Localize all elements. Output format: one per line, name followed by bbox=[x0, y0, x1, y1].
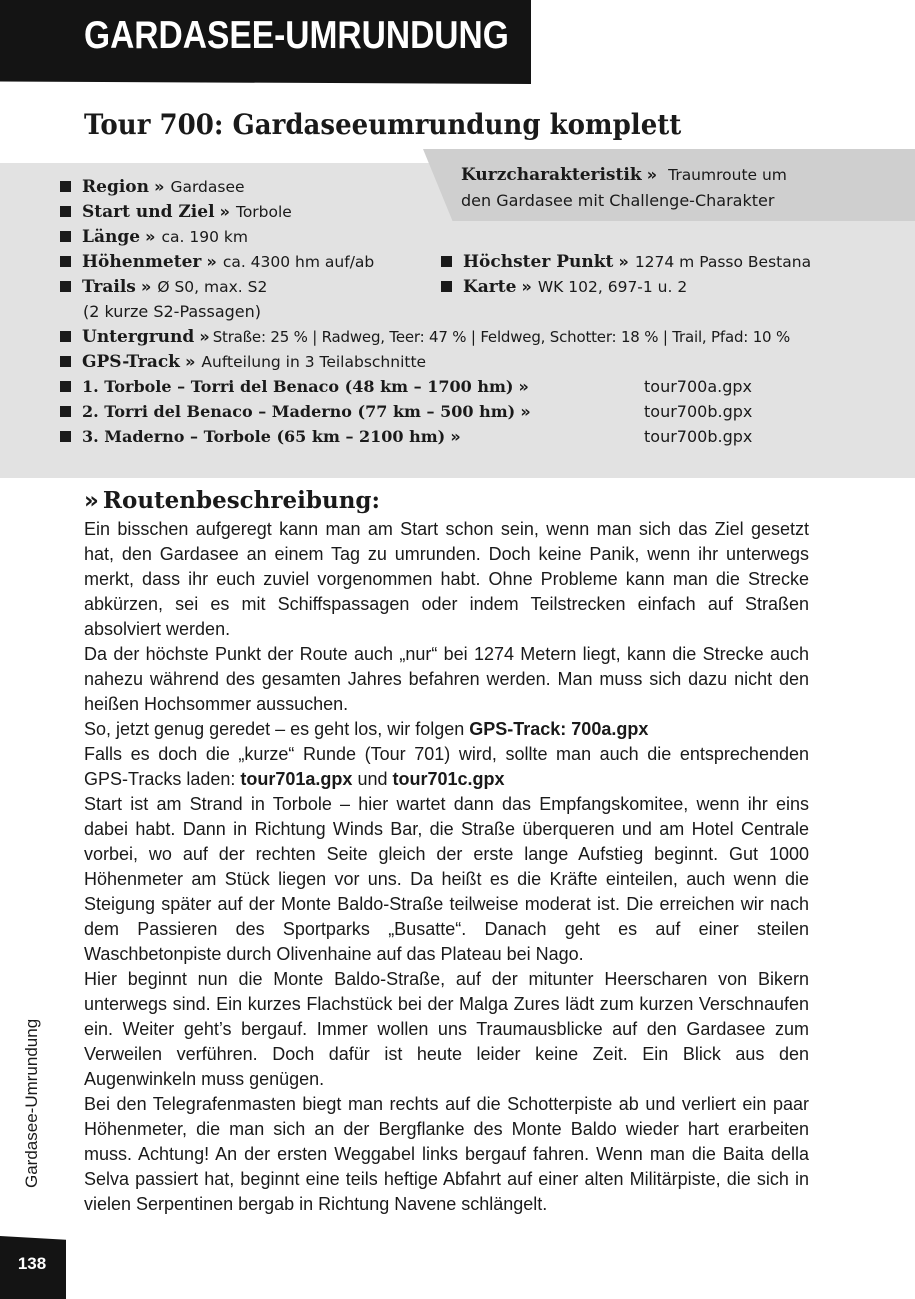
info-row-hoehenmeter bbox=[60, 249, 374, 274]
info-row-karte bbox=[441, 274, 687, 299]
info-value: Straße: 25 % | Radweg, Teer: 47 % | Feldweg, Schotter: 18 % | Trail, Pfad: 10 % bbox=[212, 328, 791, 346]
info-value: ca. 4300 hm auf/ab bbox=[222, 253, 375, 271]
raquo-icon: » bbox=[84, 488, 99, 514]
info-row-laenge bbox=[60, 224, 248, 249]
paragraph: Hier beginnt nun die Monte Baldo-Straße, auf der mitunter Heerscharen von Bikern unterwegs sind. Ein kurzes Flachstück bei der Malga Zures lädt zum kurzen Verschnaufen ein. Weiter geht’s bergauf. Immer wollen uns Traumausblicke auf den Gardasee zum Verweilen verführen. Doch dafür ist heute leider keine Zeit. Ein Blick aus den Augenwinkeln muss genügen. bbox=[84, 969, 809, 1089]
raquo-icon: » bbox=[206, 252, 217, 271]
stage-row bbox=[60, 424, 890, 449]
stage-label: 3. Maderno – Torbole (65 km – 2100 hm) bbox=[82, 427, 446, 446]
paragraph: Da der höchste Punkt der Route auch „nur“ bei 1274 Metern liegt, kann die Strecke auch nahezu während des gesamten Jahres befahren werden. Man muss sich dazu nicht den heißen Hochsommer aussuchen. bbox=[84, 644, 809, 714]
raquo-icon: » bbox=[646, 165, 658, 184]
stage-row bbox=[60, 399, 890, 424]
paragraph: Bei den Telegrafenmasten biegt man rechts auf die Schotterpiste ab und verliert ein paar Höhenmeter, die man sich an der Bergflanke des Monte Baldo wieder hart erarbeiten muss. Achtung! An der ersten Weggabel links bergauf fahren. Wenn man die Baita della Selva passiert hat, beginnt eine teils heftige Abfahrt auf einer alten Militärpiste, die sich in vielen Serpentinen bergab in Richtung Navene schlängelt. bbox=[84, 1094, 809, 1214]
raquo-icon: » bbox=[219, 202, 230, 221]
chapter-title: GARDASEE-UMRUNDUNG bbox=[84, 14, 509, 57]
info-value: Torbole bbox=[235, 203, 292, 221]
square-bullet-icon bbox=[60, 231, 71, 242]
info-row-start bbox=[60, 199, 292, 224]
stage-label: 1. Torbole – Torri del Benaco (48 km – 1700 hm) bbox=[82, 377, 514, 396]
info-value: Ø S0, max. S2 bbox=[157, 278, 268, 296]
raquo-icon: » bbox=[518, 377, 529, 396]
raquo-icon: » bbox=[145, 227, 156, 246]
square-bullet-icon bbox=[60, 331, 71, 342]
raquo-icon: » bbox=[450, 427, 461, 446]
info-value: 1274 m Passo Bestana bbox=[634, 253, 812, 271]
square-bullet-icon bbox=[441, 281, 452, 292]
square-bullet-icon bbox=[60, 281, 71, 292]
paragraph: Ein bisschen aufgeregt kann man am Start schon sein, wenn man sich das Ziel gesetzt hat, den Gardasee an einem Tag zu umrunden. Doch keine Panik, wenn ihr unterwegs merkt, dass ihr euch zuviel vorgenommen habt. Ohne Probleme kann man die Strecke abkürzen, sei es mit Schiffspassagen oder indem Teilstrecken einfach auf Straßen absolviert werden. bbox=[84, 519, 809, 639]
stage-file: tour700a.gpx bbox=[644, 377, 752, 396]
raquo-icon: » bbox=[185, 352, 196, 371]
route-description bbox=[84, 517, 809, 1217]
info-label: Region bbox=[82, 177, 149, 197]
kurz-label: Kurzcharakteristik bbox=[461, 165, 642, 185]
raquo-icon: » bbox=[140, 277, 152, 296]
info-label: GPS-Track bbox=[82, 352, 180, 372]
info-row-untergrund bbox=[60, 324, 790, 349]
raquo-icon: » bbox=[199, 327, 210, 346]
square-bullet-icon bbox=[60, 256, 71, 267]
raquo-icon: » bbox=[618, 252, 629, 271]
raquo-icon: » bbox=[521, 277, 532, 296]
gps-file-reference: tour701a.gpx bbox=[240, 769, 353, 789]
square-bullet-icon bbox=[60, 356, 71, 367]
info-value: Aufteilung in 3 Teilabschnitte bbox=[201, 353, 427, 371]
info-label: Höchster Punkt bbox=[463, 252, 614, 272]
kurz-value-1: Traumroute um bbox=[668, 166, 787, 184]
paragraph bbox=[84, 742, 809, 792]
raquo-icon: » bbox=[520, 402, 531, 421]
paragraph-text: und bbox=[352, 769, 393, 789]
paragraph-text: So, jetzt genug geredet – es geht los, wir folgen bbox=[84, 719, 470, 739]
kurzcharakteristik-text bbox=[461, 162, 901, 213]
info-row-hoechster-punkt bbox=[441, 249, 811, 274]
square-bullet-icon bbox=[60, 181, 71, 192]
paragraph bbox=[84, 717, 809, 742]
square-bullet-icon bbox=[60, 381, 71, 392]
square-bullet-icon bbox=[60, 206, 71, 217]
square-bullet-icon bbox=[60, 406, 71, 417]
section-heading-text: Routenbeschreibung: bbox=[102, 487, 380, 514]
info-label: Länge bbox=[82, 227, 141, 247]
info-value: WK 102, 697-1 u. 2 bbox=[537, 278, 688, 296]
stage-row bbox=[60, 374, 890, 399]
info-row-region bbox=[60, 174, 245, 199]
info-label: Karte bbox=[463, 277, 517, 297]
paragraph-text: Falls es doch die „kurze“ Runde (Tour 701) wird, sollte man auch die entsprechenden GPS-Tracks laden: bbox=[84, 744, 809, 789]
stage-file: tour700b.gpx bbox=[644, 427, 753, 446]
info-value: ca. 190 km bbox=[161, 228, 248, 246]
section-heading bbox=[84, 486, 380, 516]
gps-file-reference: tour701c.gpx bbox=[392, 769, 505, 789]
tour-title: Tour 700: Gardaseeumrundung komplett bbox=[84, 108, 682, 141]
info-row-gps-track bbox=[60, 349, 426, 374]
stage-label: 2. Torri del Benaco – Maderno (77 km – 500 hm) bbox=[82, 402, 516, 421]
info-value: Gardasee bbox=[170, 178, 245, 196]
paragraph: Start ist am Strand in Torbole – hier wartet dann das Empfangskomitee, wenn ihr eins dabei habt. Dann in Richtung Winds Bar, die Straße überqueren und am Hotel Centrale vorbei, wo auf der rechten Seite gleich der erste lange Aufstieg beginnt. Gut 1000 Höhenmeter am Stück liegen vor uns. Da heißt es die Kräfte einteilen, auch wenn die Steigung später auf der Monte Baldo-Straße teilweise moderat ist. Die erreichen wir nach dem Passieren des Sportparks „Busatte“. Danach geht es auf einer steilen Waschbetonpiste durch Olivenhaine auf das Plateau bei Nago. bbox=[84, 794, 809, 964]
info-label: Start und Ziel bbox=[82, 202, 215, 222]
info-label: Trails bbox=[82, 277, 136, 297]
gps-track-reference: GPS-Track: 700a.gpx bbox=[469, 719, 649, 739]
square-bullet-icon bbox=[441, 256, 452, 267]
square-bullet-icon bbox=[60, 431, 71, 442]
info-row-trails bbox=[60, 274, 267, 299]
info-label: Untergrund bbox=[82, 327, 195, 347]
info-label: Höhenmeter bbox=[82, 252, 202, 272]
kurz-value-2: den Gardasee mit Challenge-Charakter bbox=[461, 191, 775, 210]
stage-file: tour700b.gpx bbox=[644, 402, 753, 421]
raquo-icon: » bbox=[154, 177, 165, 196]
info-trails-note: (2 kurze S2-Passagen) bbox=[83, 302, 262, 321]
side-chapter-label: Gardasee-Umrundung bbox=[22, 1018, 41, 1188]
page-number: 138 bbox=[17, 1254, 47, 1273]
